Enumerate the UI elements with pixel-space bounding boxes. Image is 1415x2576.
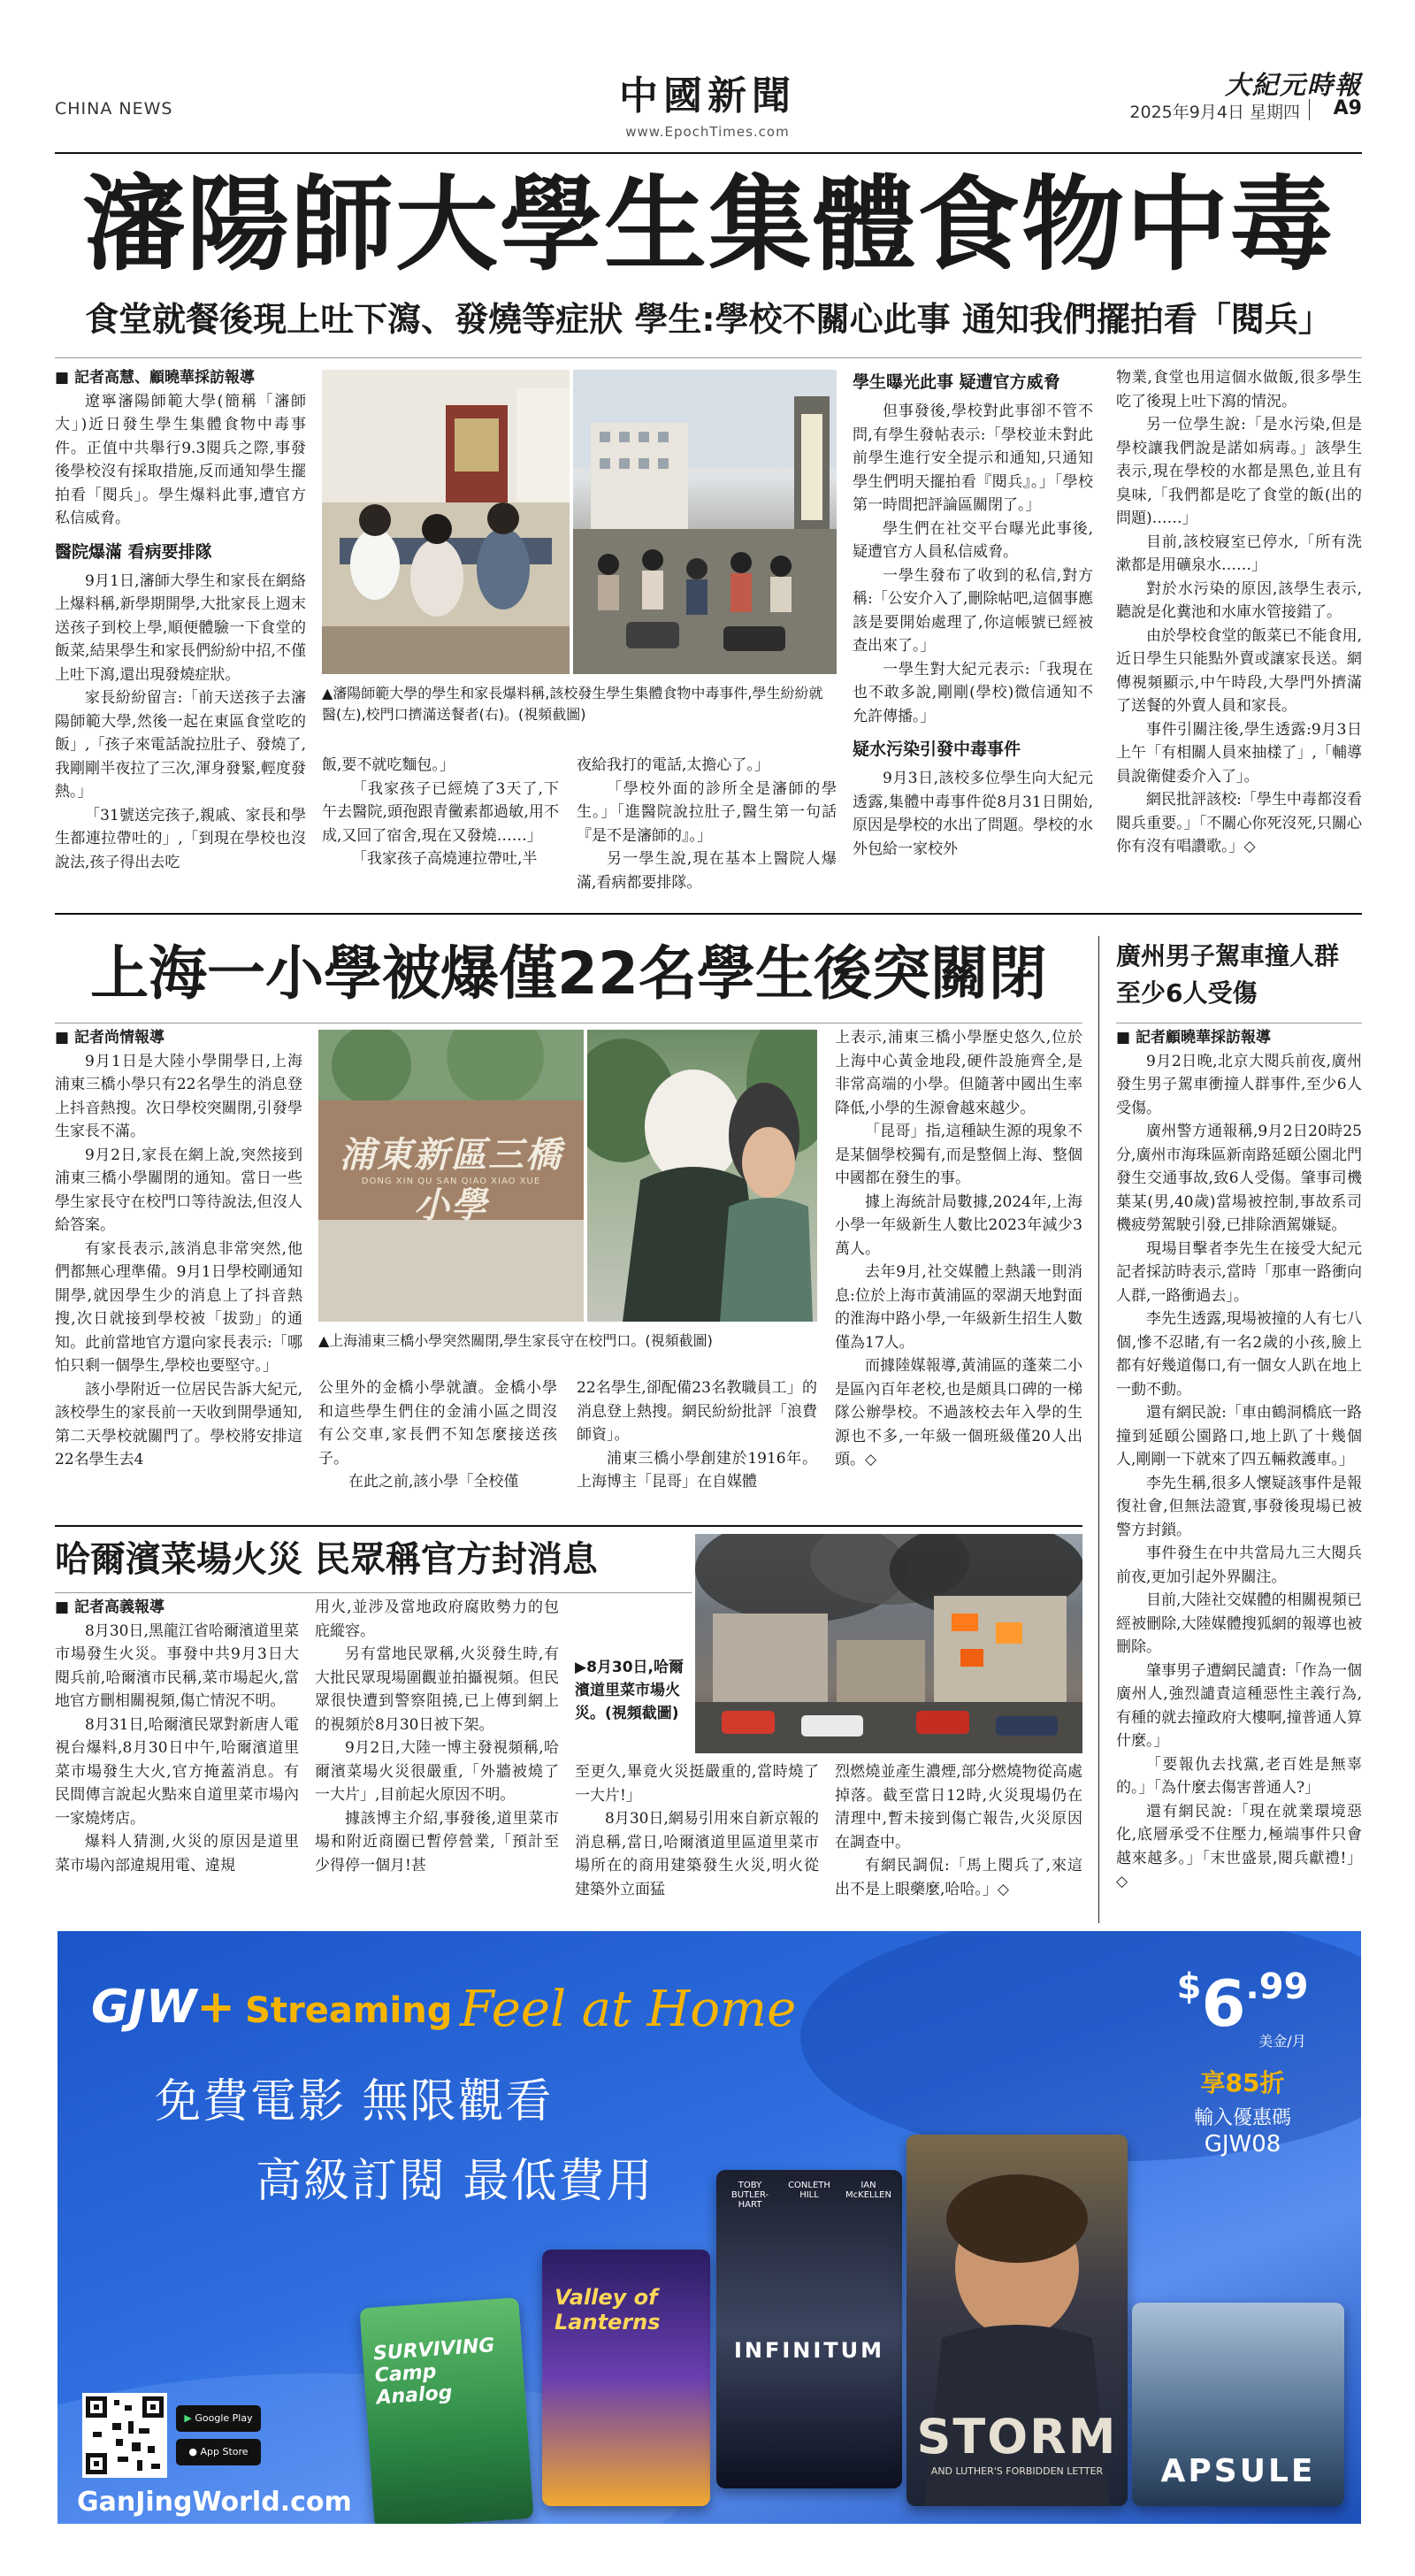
paragraph: 烈燃燒並產生濃煙,部分燃燒物從高處掉落。截至當日12時,火災現場仍在清理中,暫未接到傷亡報告,火災原因在調查中。 [835, 1763, 1082, 1852]
paragraph: 由於學校食堂的飯菜已不能食用,近日學生只能點外賣或讓家長送。網傳視頻顯示,中午時段,大學門外擠滿了送餐的外賣人員和家長。 [1116, 626, 1362, 715]
site-url[interactable]: www.EpochTimes.com [625, 124, 790, 140]
article2-byline: ■ 記者尚情報導 [55, 1026, 302, 1050]
ad-brand-plus: + [196, 1981, 235, 2034]
article1-subheadline: 食堂就餐後現上吐下瀉、發燒等症狀 學生:學校不關心此事 通知我們擺拍看「閱兵」 [85, 300, 1332, 339]
issue-date: 2025年9月4日 星期四 [1129, 103, 1300, 122]
article1-column-2 [322, 754, 559, 904]
paper-name-logo: 大紀元時報 [1224, 70, 1362, 100]
hospital-scene-graphic [322, 370, 570, 674]
page-number: A9 [1333, 97, 1362, 119]
paragraph: 在此之前,該小學「全校僅 [348, 1473, 519, 1491]
article3-column-2 [315, 1596, 559, 1923]
ad-price-unit: 美金/月 [1258, 2033, 1306, 2050]
ad-promo-code[interactable]: GJW08 [1204, 2131, 1281, 2158]
poster-camp-title: SURVIVING Camp Analog [372, 2334, 496, 2410]
paragraph: 李先生稱,很多人懷疑該事件是報復社會,但無法證實,事發後現場已被警方封鎖。 [1116, 1474, 1362, 1539]
apple-icon: ● [188, 2446, 198, 2457]
article4-column [1116, 1026, 1362, 1925]
paragraph: 另一位學生說:「是水污染,但是學校讓我們說是諾如病毒。」該學生表示,現在學校的水都是黑色,並且有臭味,「我們都是吃了食堂的飯(出的問題)……」 [1116, 416, 1362, 527]
paragraph: 李先生透露,現場被撞的人有七八個,慘不忍睹,有一名2歲的小孩,臉上都有好幾道傷口,有一個女人趴在地上一動不動。 [1116, 1310, 1362, 1399]
article1-photo-hospital [322, 370, 570, 674]
poster-capsule[interactable] [1132, 2303, 1344, 2506]
article1-column-3 [577, 754, 837, 904]
paragraph: 有網民調侃:「馬上閱兵了,來這出不是上眼藥麼,哈哈。」◇ [835, 1857, 1082, 1898]
paragraph: 「我家孩子高燒連拉帶吐,半 [352, 850, 538, 868]
section-english: CHINA NEWS [55, 99, 173, 119]
paragraph: 還有網民說:「現在就業環境惡化,底層承受不住壓力,極端事件只會越來越多。」「末世盛景,閱兵獻禮!」◇ [1116, 1802, 1362, 1890]
app-store-label: App Store [200, 2446, 249, 2457]
paragraph: 該小學附近一位居民告訴大紀元,該校學生的家長前一天收到開學通知,第二天學校就關門了。學校將安排這22名學生去4 [55, 1380, 302, 1468]
article2-column-4 [835, 1026, 1082, 1522]
poster-valley-of-lanterns[interactable] [542, 2250, 710, 2506]
article4-headline: 廣州男子駕車撞人群至少6人受傷 [1116, 941, 1340, 1008]
article1-column-4 [853, 366, 1093, 897]
article1-subhead-hospital: 醫院爆滿 看病要排隊 [55, 541, 212, 562]
poster-storm-subtitle: AND LUTHER'S FORBIDDEN LETTER [930, 2465, 1104, 2477]
article4-rule [1116, 1023, 1362, 1024]
paragraph: 對於水污染的原因,該學生表示,聽說是化糞池和水庫水管接錯了。 [1116, 579, 1362, 621]
article2-photo-school-sign [318, 1030, 584, 1322]
right-column-divider [1098, 936, 1099, 1923]
ad-logo[interactable] [91, 1981, 452, 2034]
ad-code-label: 輸入優惠碼 [1193, 2107, 1291, 2129]
article3-headline: 哈爾濱菜場火災 民眾稱官方封消息 [55, 1539, 598, 1580]
paragraph: 還有網民說:「車由鶴洞橋底一路撞到延頤公園路口,地上趴了十幾個人,剛剛一下就來了四五輛救護車。」 [1116, 1404, 1362, 1468]
paragraph: 事件發生在中共當局九三大閱兵前夜,更加引起外界關注。 [1116, 1545, 1362, 1586]
app-store-badge[interactable] [176, 2439, 261, 2465]
article1-subhead-threat: 學生曝光此事 疑遭官方威脅 [853, 372, 1060, 392]
article1-column-5 [1116, 366, 1362, 897]
paragraph: 物業,食堂也用這個水做飯,很多學生吃了後現上吐下瀉的情況。 [1116, 369, 1362, 410]
ad-line-2: 高級訂閱 最低費用 [256, 2155, 654, 2208]
paragraph: 另有當地民眾稱,火災發生時,有大批民眾現場圍觀並拍攝視頻。但民眾很快遭到警察阻撓,已上傳到網上的視頻於8月30日被下架。 [315, 1645, 559, 1734]
article4-byline: ■ 記者顧曉華採訪報導 [1116, 1026, 1362, 1050]
paragraph: 8月30日,黑龍江省哈爾濱道里菜市場發生火災。事發中共9月3日大閱兵前,哈爾濱市民稱,菜市場起火,當地官方刪相關視頻,傷亡情況不明。 [55, 1622, 299, 1710]
streaming-advertisement[interactable] [57, 1931, 1361, 2524]
paragraph: 上表示,浦東三橋小學歷史悠久,位於上海中心黃金地段,硬件設施齊全,是非常高端的小學。但隨著中國出生率降低,小學的生源會越來越少。 [835, 1029, 1082, 1117]
date-divider [1309, 99, 1310, 120]
ad-price-cents: .99 [1245, 1966, 1309, 2007]
poster-infinitum[interactable] [716, 2170, 902, 2488]
play-icon: ▶ [184, 2412, 192, 2424]
article2-column-1 [55, 1026, 302, 1522]
paragraph: 「31號送完孩子,親戚、家長和學生都連拉帶吐的」,「到現在學校也沒說法,孩子得出去吃 [55, 806, 306, 871]
ad-line-1: 免費電影 無限觀看 [155, 2075, 554, 2128]
ad-brand: GJW [91, 1981, 197, 2034]
article1-byline: ■ 記者高慧、顧曉華採訪報導 [55, 366, 306, 390]
article1-rule [55, 357, 1362, 358]
paragraph: 公里外的金橋小學就讀。金橋小學和這些學生們住的金浦小區之間沒有公交車,家長們不知怎麼接送孩子。 [318, 1379, 557, 1468]
paragraph: 9月1日,瀋師大學生和家長在網絡上爆料稱,新學期開學,大批家長上週末送孩子到校上學,順便體驗一下食堂的飯菜,結果學生和家長們紛紛中招,不僅上吐下瀉,還出現發燒症狀。 [55, 571, 306, 684]
qr-code-icon[interactable] [82, 2393, 167, 2478]
paragraph: 據該博主介紹,事發後,道里菜市場和附近商圈已暫停營業,「預計至少得停一個月!甚 [315, 1809, 559, 1874]
paragraph: 夜給我打的電話,太擔心了。」 [577, 756, 769, 774]
paragraph: 用火,並涉及當地政府腐敗勢力的包庇縱容。 [315, 1598, 559, 1640]
paragraph: 另一學生說,現在基本上醫院人爆滿,看病都要排隊。 [577, 850, 837, 892]
paragraph: 目前,大陸社交媒體的相關視頻已經被刪除,大陸媒體搜狐網的報導也被刪除。 [1116, 1591, 1362, 1656]
paragraph: 現場目擊者李先生在接受大紀元記者採訪時表示,當時「那車一路衝向人群,一路衝過去」。 [1116, 1239, 1362, 1305]
paragraph: 但事發後,學校對此事卻不管不問,有學生發帖表示:「學校並未對此前學生進行安全提示和通知,只通知學生們明天擺拍看『閱兵』。」「學校第一時間把評論區關閉了。」 [853, 402, 1093, 514]
paragraph: 9月2日,家長在網上說,突然接到浦東三橋小學關閉的通知。當日一些學生家長守在校門口等待說法,但沒人給答案。 [55, 1146, 302, 1234]
poster-actor-1: TOBY BUTLER-HART [730, 2181, 769, 2210]
paragraph: 去年9月,社交媒體上熱議一則消息:位於上海市黃浦區的翠湖天地對面的淮海中路小學,一年級新生招生人數僅為17人。 [835, 1263, 1082, 1352]
paragraph: 爆料人猜測,火災的原因是道里菜市場內部違規用電、違規 [55, 1833, 299, 1874]
article1-photo-gate [573, 370, 837, 674]
poster-capsule-title: APSULE [1160, 2453, 1316, 2489]
paragraph: 9月1日是大陸小學開學日,上海浦東三橋小學只有22名學生的消息登上抖音熱搜。次日學校突關閉,引發學生家長不滿。 [55, 1052, 302, 1140]
paragraph: 「要報仇去找黨,老百姓是無辜的。」「為什麼去傷害普通人?」 [1116, 1755, 1362, 1797]
poster-valley-title: Valley of Lanterns [555, 2285, 661, 2334]
paragraph: 目前,該校寢室已停水,「所有洗漱都是用礦泉水……」 [1116, 533, 1362, 574]
article2-photo-parent [587, 1030, 817, 1322]
article3-rule [55, 1592, 692, 1593]
ad-price-main: 6 [1201, 1966, 1246, 2041]
paragraph: 據上海統計局數據,2024年,上海小學一年級新生人數比2023年減少3萬人。 [835, 1192, 1082, 1258]
article2-rule [55, 1023, 1082, 1024]
poster-actor-2: CONLETH HILL [788, 2181, 830, 2200]
paragraph: 一學生對大紀元表示:「我現在也不敢多說,剛剛(學校)微信通知不允許傳播。」 [853, 660, 1093, 725]
paragraph: 肇事男子遭網民譴責:「作為一個廣州人,強烈譴責這種惡性主義行為,有種的就去撞政府大樓啊,撞普通人算什麼。」 [1116, 1661, 1362, 1750]
article3-column-4 [835, 1760, 1082, 1923]
section-rule-2 [55, 1525, 1082, 1527]
paragraph: 9月3日,該校多位學生向大紀元透露,集體中毒事件從8月31日開始,原因是學校的水出了問題。學校的水外包給一家校外 [853, 770, 1093, 858]
paragraph: 22名學生,卻配備23名教職員工」的消息登上熱搜。網民紛紛批評「浪費師資」。 [577, 1379, 817, 1444]
paragraph: 「昆哥」指,這種缺生源的現象不是某個學校獨有,而是整個上海、整個中國都在發生的事。 [835, 1123, 1082, 1187]
section-title: 中國新聞 [619, 73, 796, 119]
poster-storm[interactable] [906, 2135, 1128, 2506]
ad-website-url[interactable]: GanJingWorld.com [77, 2487, 352, 2518]
section-rule-1 [55, 913, 1362, 915]
article3-column-3 [575, 1760, 819, 1923]
poster-camp-analog[interactable] [359, 2297, 533, 2524]
article2-headline: 上海一小學被爆僅22名學生後突關閉 [90, 939, 1047, 1008]
article1-caption: ▲瀋陽師範大學的學生和家長爆料稱,該校發生學生集體食物中毒事件,學生紛紛就醫(左),校門口擠滿送餐者(右)。(視頻截圖) [322, 685, 823, 723]
paragraph: 9月2日晚,北京大閱兵前夜,廣州發生男子駕車衝撞人群事件,至少6人受傷。 [1116, 1052, 1362, 1117]
paragraph: 網民批評該校:「學生中毒都沒看閱兵重要。」「不關心你死沒死,只關心你有沒有唱讚歌。」◇ [1116, 791, 1362, 855]
poster-storm-title: STORM [916, 2409, 1118, 2465]
paragraph: 飯,要不就吃麵包。」 [322, 756, 455, 774]
paragraph: 家長紛紛留言:「前天送孩子去瀋陽師範大學,然後一起在東區食堂吃的飯」,「孩子來電話說拉肚子、發燒了,我剛剛半夜拉了三次,渾身發緊,輕度發熱。」 [55, 689, 306, 801]
article2-column-3 [577, 1376, 817, 1518]
article2-caption: ▲上海浦東三橋小學突然關閉,學生家長守在校門口。(視頻截圖) [318, 1332, 713, 1349]
masthead-rule [55, 152, 1362, 154]
paragraph: 有家長表示,該消息非常突然,他們都無心理準備。9月1日學校剛通知開學,就因學生少的消息上了抖音熱搜,次日就接到學校被「拔勁」的通知。此前當地官方還向家長表示:「哪怕只剩一個學生,學校也要堅守。」 [55, 1239, 302, 1375]
paragraph: 事件引關注後,學生透露:9月3日上午「有相關人員來抽樣了」,「輔導員說衛健委介入了」。 [1116, 720, 1362, 786]
paragraph: 8月31日,哈爾濱民眾對新唐人電視台爆料,8月30日中午,哈爾濱道里菜市場發生大火,官方掩蓋消息。有民間傳言說起火點來自道里菜市場內一家燒烤店。 [55, 1715, 299, 1828]
poster-infinitum-title: INFINITUM [733, 2338, 885, 2363]
paragraph: 學生們在社交平台曝光此事後,疑遭官方人員私信威脅。 [853, 519, 1093, 561]
article3-photo-fire [695, 1534, 1082, 1753]
ad-price-symbol: $ [1176, 1966, 1202, 2007]
ad-discount: 享85折 [1200, 2068, 1285, 2097]
school-sign-chinese: 浦東新區三橋小學 [340, 1134, 562, 1226]
paragraph: 8月30日,網易引用來自新京報的消息稱,當日,哈爾濱道里區道里菜市場所在的商用建築發生火災,明火從建築外立面猛 [575, 1810, 819, 1898]
paragraph: 而據陸媒報導,黃浦區的蓬萊二小是區內百年老校,也是頗具口碑的一梯隊公辦學校。不過該校去年入學的生源也不多,一年級一個班級僅20人出頭。◇ [835, 1357, 1082, 1468]
school-gate-scene-graphic [573, 370, 837, 674]
article2-column-2 [318, 1376, 557, 1518]
paragraph: 廣州警方通報稱,9月2日20時25分,廣州市海珠區新南路延頤公園北門發生交通事故,致6人受傷。肇事司機葉某(男,40歲)當場被控制,事故系司機疲勞駕駛引發,已排除酒駕嫌疑。 [1116, 1123, 1362, 1234]
school-sign-pinyin: DONG XIN QU SAN QIAO XIAO XUE [361, 1177, 541, 1186]
poster-actor-3: IAN McKELLEN [845, 2181, 891, 2200]
fire-scene-graphic [695, 1534, 1082, 1753]
google-play-badge[interactable] [176, 2405, 261, 2432]
article3-caption: ▶8月30日,哈爾濱道里菜市場火災。(視頻截圖) [575, 1659, 685, 1722]
ad-streaming-label: Streaming [245, 1990, 453, 2031]
article3-byline: ■ 記者高義報導 [55, 1596, 299, 1620]
paragraph: 遼寧瀋陽師範大學(簡稱「瀋師大」)近日發生學生集體食物中毒事件。正值中共舉行9.3閱兵之際,事發後學校沒有採取措施,反而通知學生擺拍看「閱兵」。學生爆料此事,遭官方私信威脅。 [55, 392, 306, 527]
ad-tagline: Feel at Home [460, 1981, 797, 2038]
paragraph: 「我家孩子已經燒了3天了,下午去醫院,頭孢跟青黴素都過敏,用不成,又回了宿舍,現在又發燒……」 [322, 779, 559, 845]
parent-portrait-graphic [587, 1030, 817, 1322]
paragraph: 「學校外面的診所全是瀋師的學生。」「進醫院說拉肚子,醫生第一句話『是不是瀋師的』。」 [577, 779, 837, 845]
article1-column-1 [55, 366, 306, 897]
article1-headline: 瀋陽師大學生集體食物中毒 [82, 165, 1335, 285]
paragraph: 至更久,畢竟火災挺嚴重的,當時燒了一大片!」 [575, 1763, 819, 1805]
ad-price [1154, 1966, 1331, 2051]
article1-subhead-water: 疑水污染引發中毒事件 [853, 740, 1021, 759]
google-play-label: Google Play [195, 2412, 253, 2424]
paragraph: 9月2日,大陸一博主發視頻稱,哈爾濱菜場火災很嚴重,「外牆被燒了一大片」,目前起火原因不明。 [315, 1739, 559, 1804]
paragraph: 一學生發布了收到的私信,對方稱:「公安介入了,刪除帖吧,這個事應該是要開始處理了,你這帳號已經被查出來了。」 [853, 566, 1093, 655]
article3-column-1 [55, 1596, 299, 1923]
paragraph: 浦東三橋小學創建於1916年。上海博主「昆哥」在自媒體 [577, 1449, 817, 1491]
